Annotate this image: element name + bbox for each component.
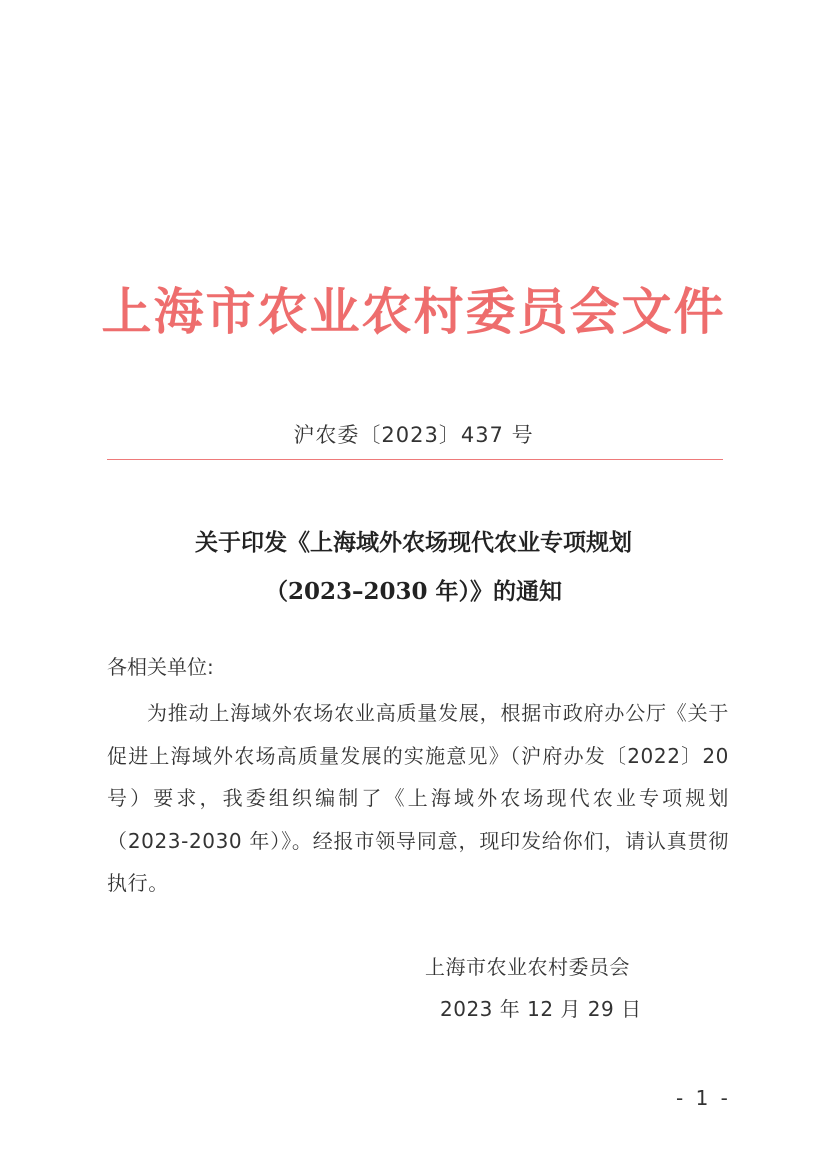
red-divider-line: [107, 459, 723, 460]
issuing-organization: 上海市农业农村委员会: [425, 955, 630, 979]
notice-title-line-2: （2023–2030 年）》的通知: [264, 578, 563, 605]
document-number: 沪农委〔2023〕437 号: [293, 423, 534, 447]
salutation: 各相关单位:: [107, 655, 214, 679]
notice-title-line-1: 关于印发《上海域外农场现代农业专项规划: [195, 529, 632, 556]
issue-date: 2023 年 12 月 29 日: [440, 997, 642, 1021]
page-number: - 1 -: [676, 1086, 731, 1110]
body-paragraph: 为推动上海域外农场农业高质量发展，根据市政府办公厅《关于促进上海域外农场高质量发展的实施意见》（沪府办发〔2022〕20 号）要求，我委组织编制了《上海域外农场现代农业专项规划（2023-2030 年）》。经报市领导同意，现印发给你们，请认真贯彻执行。: [107, 701, 729, 895]
document-masthead: 上海市农业农村委员会文件: [101, 282, 726, 341]
